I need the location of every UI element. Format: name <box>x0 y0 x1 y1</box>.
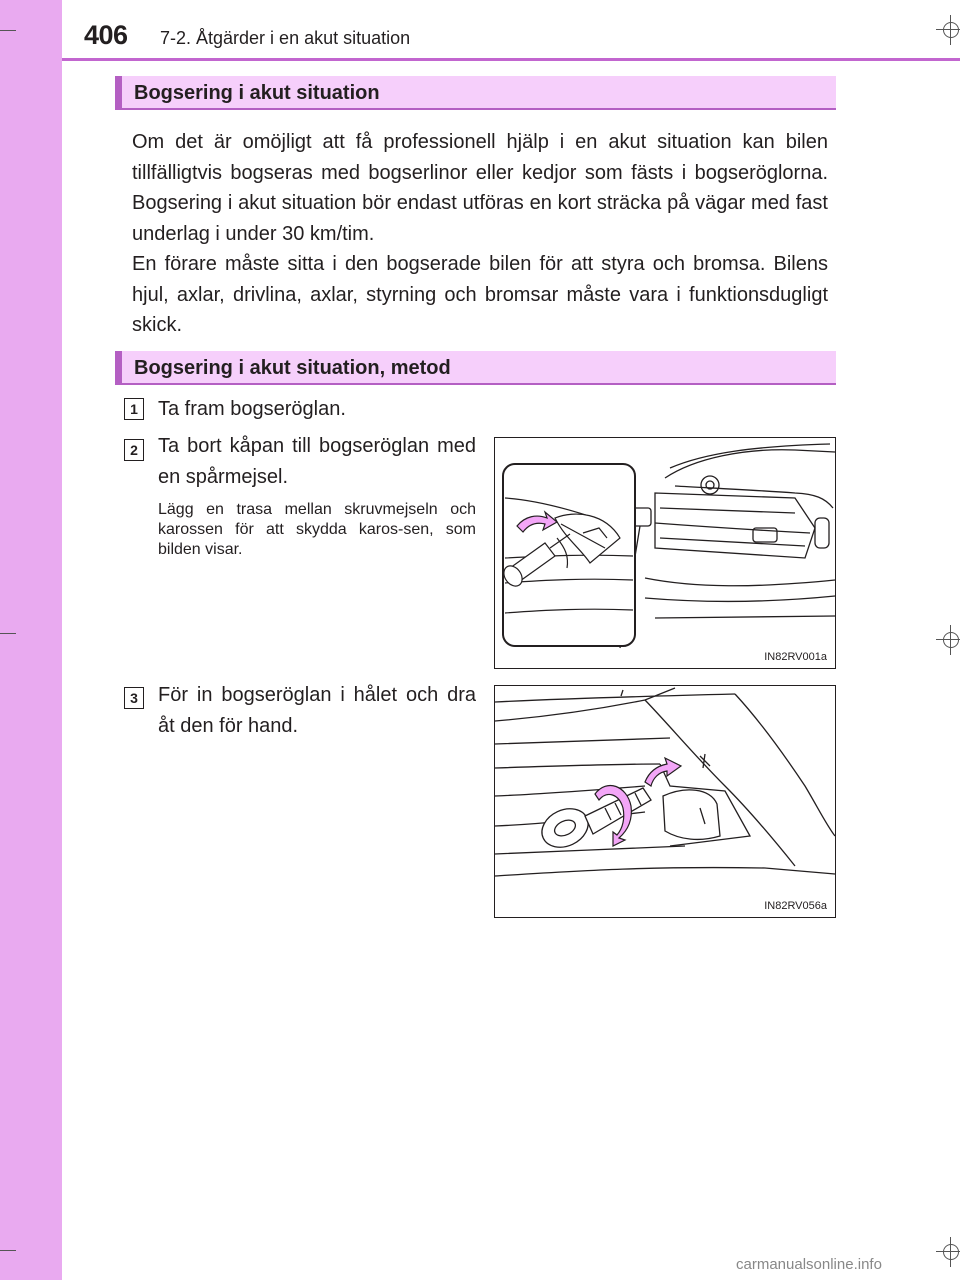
step-number-badge: 2 <box>124 439 144 461</box>
towing-eyelet-illustration <box>495 686 835 917</box>
side-color-strip <box>0 0 62 1280</box>
body-paragraph: En förare måste sitta i den bogserade bilen för att styra och bromsa. Bilens hjul, axlar, drivlina, axlar, styrning och bromsar måste vara i funktionsdugligt skick. <box>132 253 828 336</box>
step-number-badge: 3 <box>124 687 144 709</box>
page-number: 406 <box>84 20 128 50</box>
crop-mark <box>0 1250 16 1251</box>
registration-mark-icon <box>942 21 960 39</box>
figure-code: IN82RV001a <box>764 651 827 663</box>
step-text: Ta fram bogseröglan. <box>158 398 346 420</box>
crop-mark <box>0 30 16 31</box>
figure-code: IN82RV056a <box>764 900 827 912</box>
step-text: Ta bort kåpan till bogseröglan med en spårmejsel. <box>158 435 476 488</box>
body-paragraph: Om det är omöjligt att få professionell hjälp i en akut situation kan bilen tillfälligtvis bogseras med bogserlinor eller kedjor som fästs i bogseröglorna. Bogsering i akut situation bör endast utföras en kort sträcka på vägar med fast underlag i under 30 km/tim. <box>132 131 828 245</box>
step-note: Lägg en trasa mellan skruvmejseln och karossen för att skydda karos-sen, som bilden visar. <box>158 501 476 558</box>
section-heading: Bogsering i akut situation, metod <box>115 351 836 385</box>
registration-mark-icon <box>942 631 960 649</box>
watermark: carmanualsonline.info <box>736 1256 882 1273</box>
chapter-title: 7-2. Åtgärder i en akut situation <box>160 28 411 48</box>
crop-mark <box>0 633 16 634</box>
illustration-install-eyelet <box>494 685 836 918</box>
step-number-badge: 1 <box>124 398 144 420</box>
step-text: För in bogseröglan i hålet och dra åt den för hand. <box>158 684 476 737</box>
illustration-remove-cover <box>494 437 836 669</box>
registration-mark-icon <box>942 1243 960 1261</box>
header-divider <box>62 58 960 61</box>
section-heading: Bogsering i akut situation <box>115 76 836 110</box>
screwdriver-cover-illustration <box>495 438 835 668</box>
